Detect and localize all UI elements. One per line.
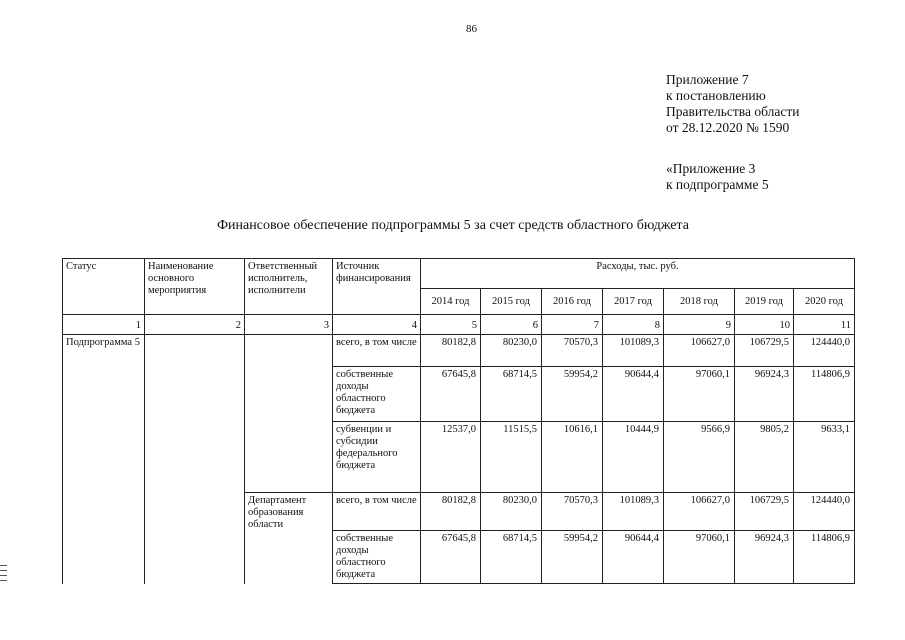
value-cell: 90644,4	[603, 531, 664, 584]
header-activity: Наименование основного мероприятия	[145, 259, 245, 315]
value-cell: 10616,1	[542, 422, 603, 493]
appendix-line: от 28.12.2020 № 1590	[666, 120, 790, 135]
column-index: 2	[145, 315, 245, 335]
value-cell: 96924,3	[735, 531, 794, 584]
header-year: 2018 год	[664, 289, 735, 315]
value-cell: 101089,3	[603, 335, 664, 367]
header-expenses: Расходы, тыс. руб.	[421, 259, 855, 289]
value-cell: 70570,3	[542, 335, 603, 367]
source-cell: всего, в том числе	[333, 493, 421, 531]
appendix-line: «Приложение 3	[666, 161, 756, 176]
source-cell: субвенции и субсидии федерального бюджета	[333, 422, 421, 493]
header-status: Статус	[63, 259, 145, 315]
column-index: 10	[735, 315, 794, 335]
column-index: 4	[333, 315, 421, 335]
column-index: 7	[542, 315, 603, 335]
source-cell: всего, в том числе	[333, 335, 421, 367]
value-cell: 80182,8	[421, 335, 481, 367]
header-executor: Ответственный исполнитель, исполнители	[245, 259, 333, 315]
column-index: 11	[794, 315, 855, 335]
value-cell: 114806,9	[794, 367, 855, 422]
value-cell: 80230,0	[481, 493, 542, 531]
executor-cell: Департамент образования области	[245, 493, 333, 584]
appendix-line: Приложение 7	[666, 72, 749, 87]
column-index: 8	[603, 315, 664, 335]
column-index: 9	[664, 315, 735, 335]
header-source: Источник финансирования	[333, 259, 421, 315]
value-cell: 106627,0	[664, 335, 735, 367]
value-cell: 70570,3	[542, 493, 603, 531]
header-year: 2014 год	[421, 289, 481, 315]
value-cell: 106729,5	[735, 335, 794, 367]
value-cell: 67645,8	[421, 367, 481, 422]
header-year: 2016 год	[542, 289, 603, 315]
value-cell: 124440,0	[794, 493, 855, 531]
value-cell: 67645,8	[421, 531, 481, 584]
activity-cell	[145, 335, 245, 584]
appendix-reference	[666, 161, 769, 193]
value-cell: 124440,0	[794, 335, 855, 367]
value-cell: 80230,0	[481, 335, 542, 367]
header-year: 2015 год	[481, 289, 542, 315]
value-cell: 59954,2	[542, 531, 603, 584]
column-index: 3	[245, 315, 333, 335]
value-cell: 68714,5	[481, 531, 542, 584]
value-cell: 101089,3	[603, 493, 664, 531]
value-cell: 9566,9	[664, 422, 735, 493]
value-cell: 12537,0	[421, 422, 481, 493]
value-cell: 10444,9	[603, 422, 664, 493]
column-index: 6	[481, 315, 542, 335]
executor-cell-empty	[245, 335, 333, 493]
header-year: 2020 год	[794, 289, 855, 315]
document-title: Финансовое обеспечение подпрограммы 5 за счет средств областного бюджета	[217, 218, 689, 233]
value-cell: 68714,5	[481, 367, 542, 422]
page-number: 86	[466, 23, 477, 35]
value-cell: 97060,1	[664, 531, 735, 584]
scan-margin-marks	[0, 565, 7, 581]
header-year: 2019 год	[735, 289, 794, 315]
status-cell: Подпрограмма 5	[63, 335, 145, 584]
value-cell: 96924,3	[735, 367, 794, 422]
value-cell: 11515,5	[481, 422, 542, 493]
column-index: 1	[63, 315, 145, 335]
appendix-line: к подпрограмме 5	[666, 177, 769, 192]
value-cell: 114806,9	[794, 531, 855, 584]
column-index: 5	[421, 315, 481, 335]
appendix-header	[666, 72, 799, 136]
value-cell: 59954,2	[542, 367, 603, 422]
value-cell: 9633,1	[794, 422, 855, 493]
appendix-line: к постановлению	[666, 88, 766, 103]
table-row	[63, 335, 855, 367]
value-cell: 97060,1	[664, 367, 735, 422]
appendix-line: Правительства области	[666, 104, 800, 119]
value-cell: 9805,2	[735, 422, 794, 493]
header-year: 2017 год	[603, 289, 664, 315]
source-cell: собственные доходы областного бюджета	[333, 367, 421, 422]
value-cell: 106627,0	[664, 493, 735, 531]
value-cell: 90644,4	[603, 367, 664, 422]
source-cell: собственные доходы областного бюджета	[333, 531, 421, 584]
financing-table	[62, 258, 855, 584]
value-cell: 80182,8	[421, 493, 481, 531]
value-cell: 106729,5	[735, 493, 794, 531]
